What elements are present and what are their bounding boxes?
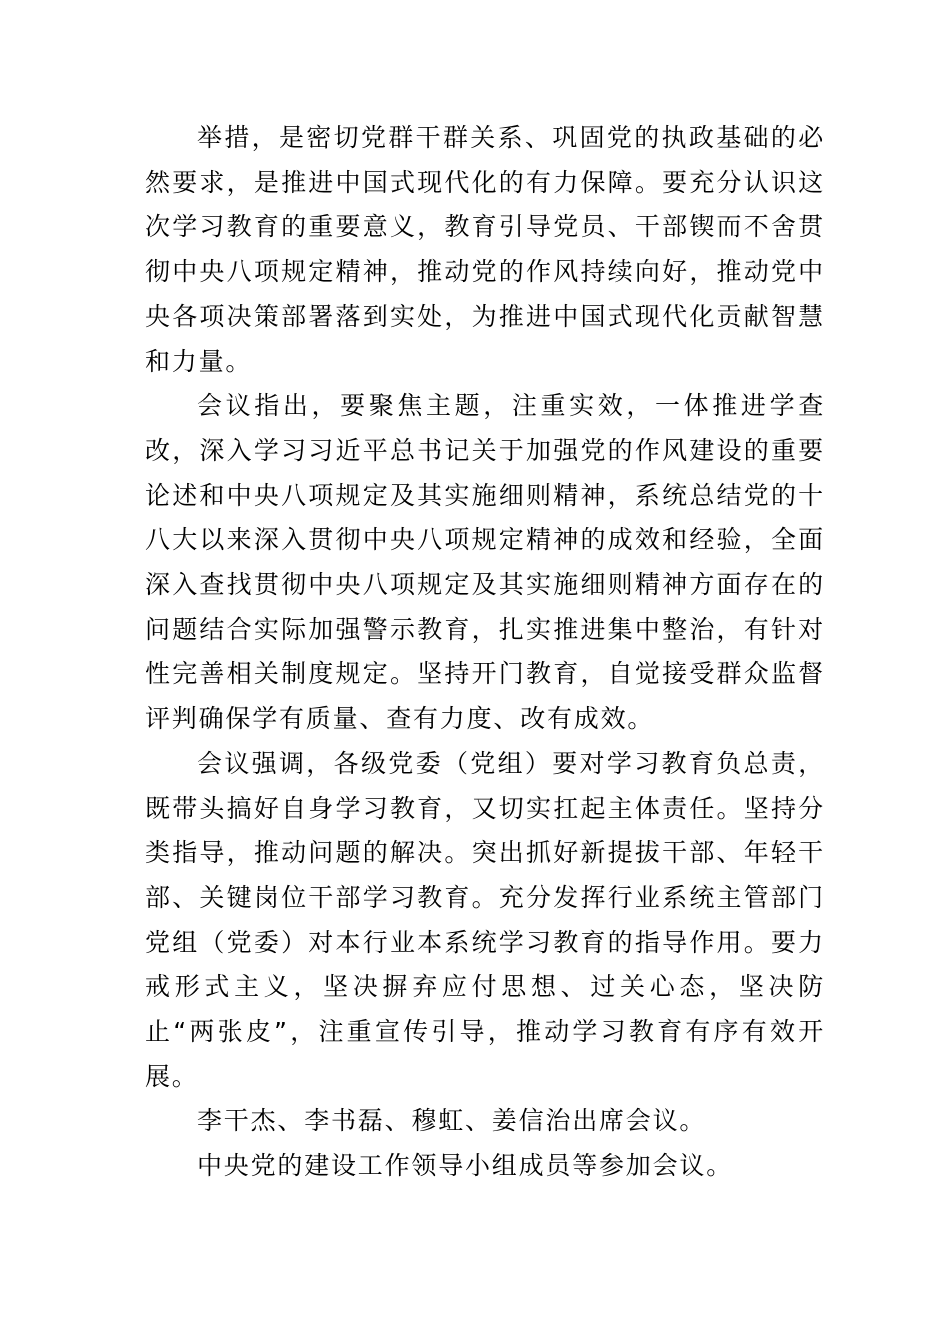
- paragraph-2: 会议指出，要聚焦主题，注重实效，一体推进学查改，深入学习习近平总书记关于加强党的作风建设的重要论述和中央八项规定及其实施细则精神，系统总结党的十八大以来深入贯彻中央八项规定精神的成效和经验，全面深入查找贯彻中央八项规定及其实施细则精神方面存在的问题结合实际加强警示教育，扎实推进集中整治，有针对性完善相关制度规定。坚持开门教育，自觉接受群众监督评判确保学有质量、查有力度、改有成效。: [145, 391, 825, 734]
- document-body: [145, 116, 825, 1189]
- paragraph-5: 中央党的建设工作领导小组成员等参加会议。: [197, 1151, 734, 1181]
- paragraph-4: 李干杰、李书磊、穆虹、姜信治出席会议。: [197, 1106, 707, 1136]
- paragraph-3: 会议强调，各级党委（党组）要对学习教育负总责，既带头搞好自身学习教育，又切实扛起主体责任。坚持分类指导，推动问题的解决。突出抓好新提拔干部、年轻干部、关键岗位干部学习教育。充分发挥行业系统主管部门党组（党委）对本行业本系统学习教育的指导作用。要力戒形式主义，坚决摒弃应付思想、过关心态，坚决防止“两张皮”，注重宣传引导，推动学习教育有序有效开展。: [145, 748, 825, 1091]
- paragraph-1: 举措，是密切党群干群关系、巩固党的执政基础的必然要求，是推进中国式现代化的有力保障。要充分认识这次学习教育的重要意义，教育引导党员、干部锲而不舍贯彻中央八项规定精神，推动党的作风持续向好，推动党中央各项决策部署落到实处，为推进中国式现代化贡献智慧和力量。: [145, 123, 825, 376]
